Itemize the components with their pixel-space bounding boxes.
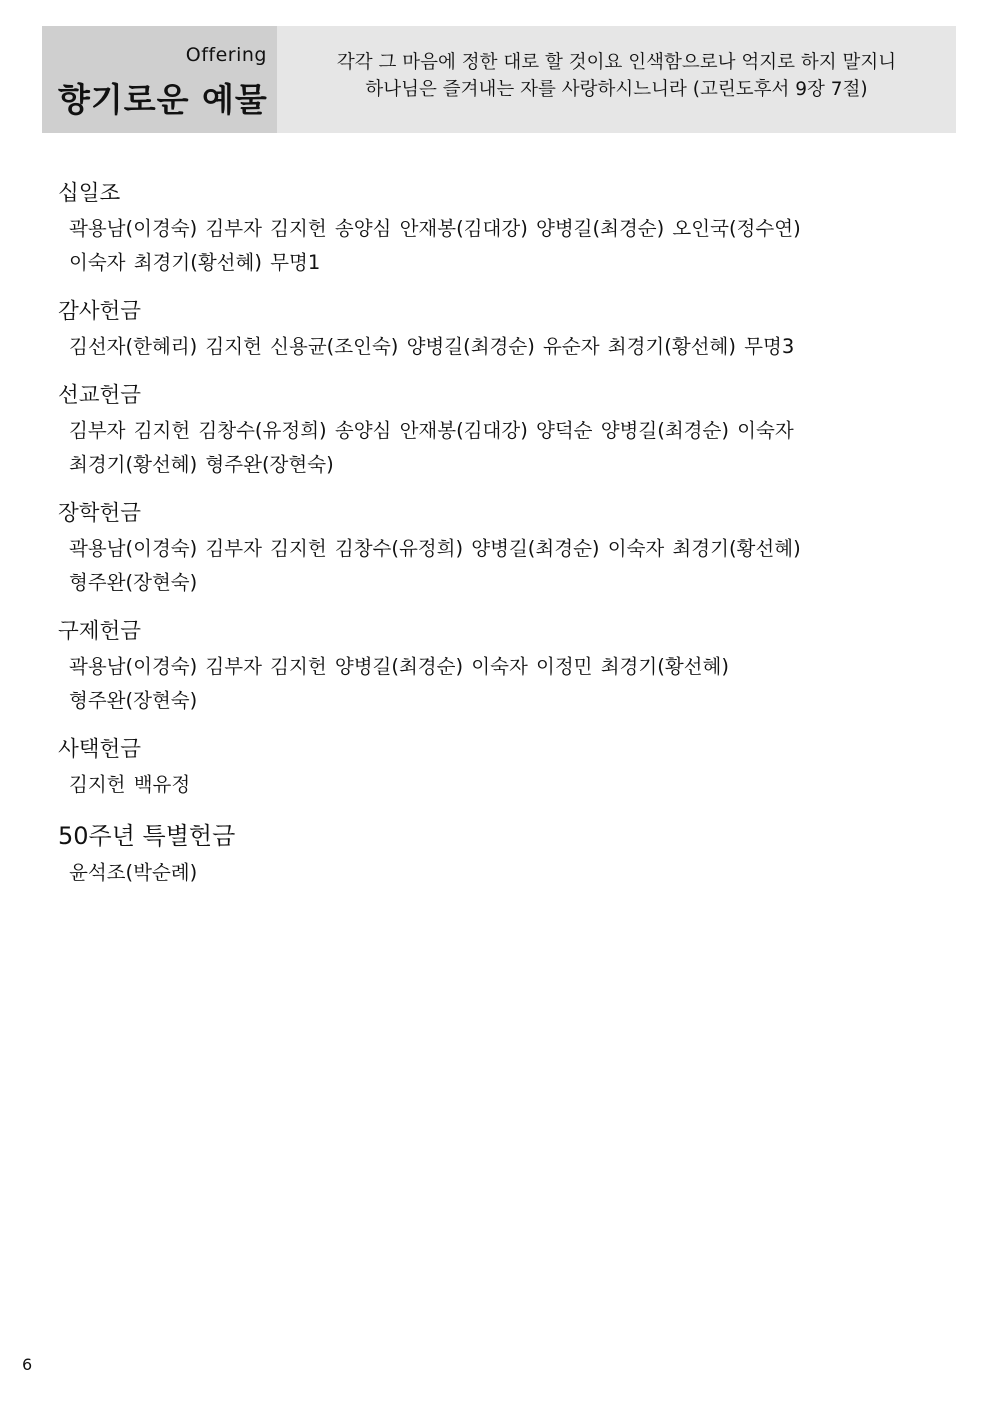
offering-list xyxy=(58,176,938,904)
section-scholarship xyxy=(58,496,938,600)
section-title: 장학헌금 xyxy=(58,501,142,526)
section-title: 구제헌금 xyxy=(58,619,142,644)
name-line: 최경기(황선혜) 형주완(장현숙) xyxy=(69,453,334,476)
section-50th-anniversary xyxy=(58,816,938,890)
header-korean-title: 향기로운 예물 xyxy=(58,80,268,119)
verse-line-2: 하나님은 즐겨내는 자를 사랑하시느니라 (고린도후서 9장 7절) xyxy=(365,78,868,100)
name-line: 곽용남(이경숙) 김부자 김지헌 양병길(최경순) 이숙자 이정민 최경기(황선혜) xyxy=(69,655,729,678)
name-line: 이숙자 최경기(황선혜) 무명1 xyxy=(69,251,321,274)
section-title: 50주년 특별헌금 xyxy=(58,822,236,850)
page-number: 6 xyxy=(22,1355,33,1374)
section-thanksgiving xyxy=(58,294,938,364)
section-title: 십일조 xyxy=(58,181,121,206)
section-parsonage xyxy=(58,732,938,802)
name-line: 형주완(장현숙) xyxy=(69,571,198,594)
section-title: 선교헌금 xyxy=(58,383,142,408)
name-line: 곽용남(이경숙) 김부자 김지헌 송양심 안재봉(김대강) 양병길(최경순) 오인국(정수연) xyxy=(69,217,801,240)
name-line: 김부자 김지헌 김창수(유정희) 송양심 안재봉(김대강) 양덕순 양병길(최경순) 이숙자 xyxy=(69,419,794,442)
name-line: 김선자(한혜리) 김지헌 신용균(조인숙) 양병길(최경순) 유순자 최경기(황선혜) 무명3 xyxy=(69,335,795,358)
header-title-block xyxy=(42,26,277,133)
name-line: 곽용남(이경숙) 김부자 김지헌 김창수(유정희) 양병길(최경순) 이숙자 최경기(황선혜) xyxy=(69,537,801,560)
bible-verse xyxy=(277,26,956,133)
section-title: 사택헌금 xyxy=(58,737,142,762)
name-line: 형주완(장현숙) xyxy=(69,689,198,712)
page-header xyxy=(42,26,956,133)
section-mission xyxy=(58,378,938,482)
section-relief xyxy=(58,614,938,718)
section-tithe xyxy=(58,176,938,280)
name-line: 김지헌 백유정 xyxy=(69,773,191,796)
section-title: 감사헌금 xyxy=(58,299,142,324)
name-line: 윤석조(박순례) xyxy=(69,861,198,884)
header-english-title: Offering xyxy=(185,44,267,66)
verse-line-1: 각각 그 마음에 정한 대로 할 것이요 인색함으로나 억지로 하지 말지니 xyxy=(336,51,897,73)
